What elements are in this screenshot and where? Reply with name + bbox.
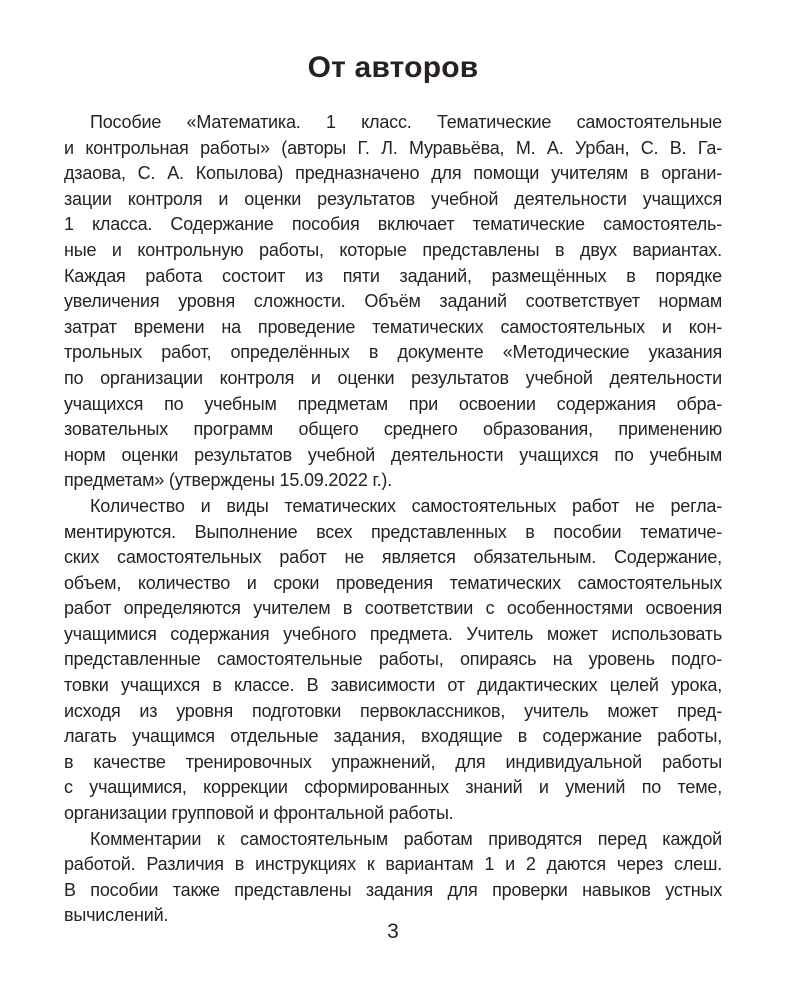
- paragraph-2-line-9: исходя из уровня подготовки первоклассников, учитель может пред-: [64, 700, 722, 721]
- paragraph-2-line-10: лагать учащимся отдельные задания, входящие в содержание работы,: [64, 726, 722, 747]
- paragraph-3-line-4: вычислений.: [64, 905, 169, 926]
- paragraph-1-line-4: зации контроля и оценки результатов учебной деятельности учащихся: [64, 188, 722, 209]
- page-title: От авторов: [307, 51, 479, 84]
- paragraph-2-line-13: организации групповой и фронтальной работы.: [64, 803, 454, 824]
- paragraph-1-line-11: по организации контроля и оценки результатов учебной деятельности: [64, 367, 722, 388]
- paragraph-1-line-12: учащихся по учебным предметам при освоении содержания обра-: [64, 393, 722, 414]
- paragraph-2-line-4: объем, количество и сроки проведения тематических самостоятельных: [64, 572, 722, 593]
- paragraph-1-line-8: увеличения уровня сложности. Объём заданий соответствует нормам: [64, 291, 722, 312]
- paragraph-1-line-5: 1 класса. Содержание пособия включает тематические самостоятель-: [64, 214, 722, 235]
- paragraph-1-line-9: затрат времени на проведение тематических самостоятельных и кон-: [64, 316, 722, 337]
- paragraph-2-line-3: ских самостоятельных работ не является обязательным. Содержание,: [64, 547, 722, 568]
- paragraph-3-line-2: работой. Различия в инструкциях к вариантам 1 и 2 даются через слеш.: [64, 854, 722, 875]
- paragraph-3-line-1: Комментарии к самостоятельным работам приводятся перед каждой: [90, 828, 722, 849]
- paragraph-2-line-11: в качестве тренировочных упражнений, для индивидуальной работы: [64, 751, 722, 772]
- paragraph-1-line-10: трольных работ, определённых в документе «Методические указания: [64, 342, 722, 363]
- paragraph-2-line-8: товки учащихся в классе. В зависимости от дидактических целей урока,: [64, 675, 722, 696]
- paragraph-1-line-3: дзаова, С. А. Копылова) предназначено для помощи учителям в органи-: [64, 163, 722, 184]
- paragraph-1-line-14: норм оценки результатов учебной деятельности учащихся по учебным: [64, 444, 722, 465]
- paragraph-2-line-12: с учащимися, коррекции сформированных знаний и умений по теме,: [64, 777, 722, 798]
- paragraph-1-line-15: предметам» (утверждены 15.09.2022 г.).: [64, 470, 393, 491]
- paragraph-3-line-3: В пособии также представлены задания для проверки навыков устных: [64, 879, 722, 900]
- paragraph-2-line-2: ментируются. Выполнение всех представленных в пособии тематиче-: [64, 521, 722, 542]
- paragraph-2-line-1: Количество и виды тематических самостоятельных работ не регла-: [90, 495, 722, 516]
- paragraph-1-line-6: ные и контрольную работы, которые представлены в двух вариантах.: [64, 239, 722, 260]
- paragraph-2-line-7: представленные самостоятельные работы, опираясь на уровень подго-: [64, 649, 722, 670]
- paragraph-1-line-7: Каждая работа состоит из пяти заданий, размещённых в порядке: [64, 265, 722, 286]
- paragraph-1-line-1: Пособие «Математика. 1 класс. Тематические самостоятельные: [90, 112, 722, 132]
- page-number: 3: [387, 920, 399, 943]
- paragraph-1-line-2: и контрольная работы» (авторы Г. Л. Муравьёва, М. А. Урбан, С. В. Га-: [64, 137, 722, 158]
- paragraph-2-line-5: работ определяются учителем в соответствии с особенностями освоения: [64, 598, 722, 619]
- paragraph-1-line-13: зовательных программ общего среднего образования, применению: [64, 419, 722, 440]
- body-text: [64, 110, 722, 929]
- paragraph-2-line-6: учащимися содержания учебного предмета. Учитель может использовать: [64, 623, 722, 644]
